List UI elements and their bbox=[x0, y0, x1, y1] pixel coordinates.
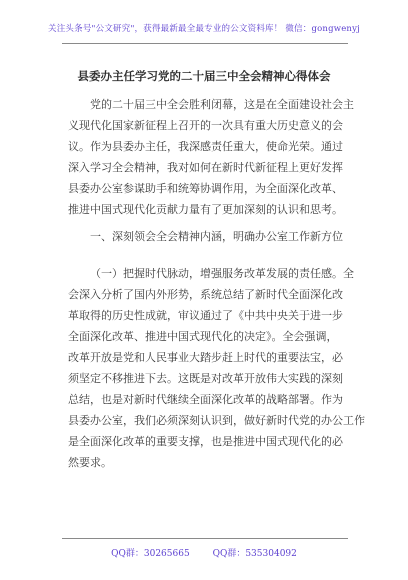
paragraph-line: 县委办公室参谋助手和统筹协调作用，为全面深化改革、 bbox=[68, 182, 343, 195]
paragraph-line: 是全面深化改革的重要支撑，也是推进中国式现代化的必 bbox=[68, 435, 343, 448]
paragraph-line: 党的二十届三中全会胜利闭幕，这是在全面建设社会主 bbox=[90, 98, 354, 111]
paragraph-line: 推进中国式现代化贡献力量有了更加深刻的认识和思考。 bbox=[68, 203, 343, 216]
footer bbox=[0, 546, 408, 559]
paragraph-line: 然要求。 bbox=[68, 456, 112, 469]
paragraph-line: 改革开放是党和人民事业大踏步赶上时代的重要法宝，必 bbox=[68, 351, 343, 364]
paragraph-line: 总结，也是对新时代继续全面深化改革的战略部署。作为 bbox=[68, 393, 343, 406]
footer-divider bbox=[62, 538, 348, 539]
paragraph-line: 议。作为县委办主任，我深感责任重大，使命光荣。通过 bbox=[68, 140, 343, 153]
section-heading-text: 一、深刻领会全会精神内涵，明确办公室工作新方位 bbox=[90, 230, 343, 243]
paragraph-line: 深入学习全会精神，我对如何在新时代新征程上更好发挥 bbox=[68, 161, 343, 174]
paragraph-line: 县委办公室，我们必须深刻认识到，做好新时代党的办公工作 bbox=[68, 414, 365, 427]
paragraph-line: 会深入分析了国内外形势，系统总结了新时代全面深化改 bbox=[68, 288, 343, 301]
document-title: 县委办主任学习党的二十届三中全会精神心得体会 bbox=[77, 69, 331, 83]
header-divider bbox=[62, 43, 348, 44]
paragraph-line: （一）把握时代脉动，增强服务改革发展的责任感。全 bbox=[90, 267, 354, 280]
paragraph-line: 义现代化国家新征程上召开的一次具有重大历史意义的会 bbox=[68, 119, 343, 132]
footer-qq-group-2: QQ群：535304092 bbox=[212, 549, 297, 559]
paragraph-line: 革取得的历史性成就，审议通过了《中共中央关于进一步 bbox=[68, 309, 343, 322]
header-banner: 关注头条号"公文研究"，获得最新最全最专业的公文资料库！ 微信：gongwenyj bbox=[48, 24, 360, 34]
paragraph-line: 全面深化改革、推进中国式现代化的决定》。全会强调， bbox=[68, 330, 338, 343]
footer-qq-group-1: QQ群：30265665 bbox=[111, 549, 190, 559]
paragraph-line: 须坚定不移推进下去。这既是对改革开放伟大实践的深刻 bbox=[68, 372, 343, 385]
